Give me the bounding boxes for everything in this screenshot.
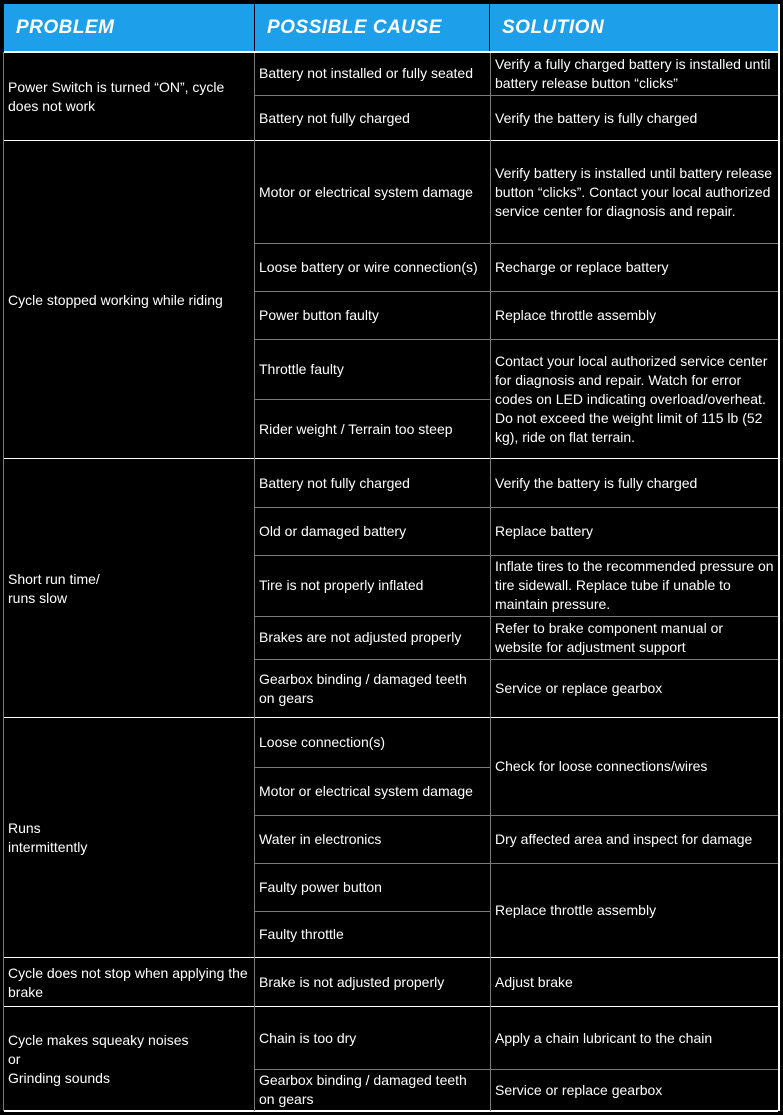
row-divider <box>254 616 490 617</box>
row-divider <box>254 243 490 244</box>
column-divider <box>254 52 255 1111</box>
solution-cell <box>491 507 778 555</box>
solution-cell <box>491 1007 778 1069</box>
row-divider <box>490 243 778 244</box>
cause-cell <box>255 52 490 95</box>
solution-cell-text: Recharge or replace battery <box>495 258 669 275</box>
row-divider <box>254 291 490 292</box>
solution-cell-text: Verify the battery is fully charged <box>495 474 698 491</box>
solution-cell-text: Check for loose connections/wires <box>495 758 708 774</box>
row-divider <box>490 339 778 340</box>
row-divider <box>254 815 490 816</box>
problem-cell-text: Short run time/ runs slow <box>8 570 100 606</box>
column-divider <box>490 52 491 1111</box>
header-divider <box>4 51 778 53</box>
cause-cell-text: Battery not installed or fully seated <box>259 65 474 81</box>
cause-cell-text: Rider weight / Terrain too steep <box>259 420 453 437</box>
row-divider <box>254 659 490 660</box>
cause-cell-text: Tire is not properly inflated <box>259 577 424 593</box>
header-possible-cause: POSSIBLE CAUSE <box>255 4 489 52</box>
cause-cell-text: Loose connection(s) <box>259 734 386 750</box>
row-divider <box>254 555 490 556</box>
cause-cell-text: Loose battery or wire connection(s) <box>259 258 478 275</box>
cause-cell <box>255 718 490 767</box>
solution-cell <box>491 52 778 95</box>
cause-cell <box>255 507 490 555</box>
solution-cell <box>491 141 778 243</box>
cause-cell <box>255 863 490 911</box>
row-divider <box>254 399 490 400</box>
solution-cell-text: Inflate tires to the recommended pressure on tire sidewall. Replace tube if unable to maintain pressure. <box>495 558 774 612</box>
cause-cell <box>255 141 490 243</box>
cause-cell-text: Faulty power button <box>259 878 382 895</box>
solution-cell-text: Verify the battery is fully charged <box>495 109 698 126</box>
cause-cell-text: Gearbox binding / damaged teeth on gears <box>259 1072 467 1107</box>
cause-cell <box>255 339 490 399</box>
solution-cell <box>491 1069 778 1111</box>
solution-cell-text: Apply a chain lubricant to the chain <box>495 1029 713 1046</box>
group-divider <box>4 1110 778 1112</box>
cause-cell-text: Brakes are not adjusted properly <box>259 629 462 645</box>
row-divider <box>490 507 778 508</box>
solution-cell <box>491 291 778 339</box>
problem-cell <box>4 958 254 1007</box>
solution-cell-text: Refer to brake component manual or website for adjustment support <box>495 619 724 655</box>
cause-cell-text: Chain is too dry <box>259 1029 357 1046</box>
header-solution: SOLUTION <box>490 4 778 52</box>
cause-cell <box>255 555 490 616</box>
solution-cell <box>491 95 778 141</box>
problem-cell-text: Runs intermittently <box>8 820 88 855</box>
row-divider <box>254 1069 490 1070</box>
problem-cell <box>4 141 254 459</box>
row-divider <box>490 1069 778 1070</box>
solution-cell <box>491 958 778 1007</box>
row-divider <box>490 863 778 864</box>
row-divider <box>254 767 490 768</box>
problem-cell <box>4 52 254 141</box>
solution-cell-text: Verify a fully charged battery is installed until battery release button “clicks” <box>495 55 771 91</box>
solution-cell <box>491 243 778 291</box>
problem-cell <box>4 718 254 958</box>
cause-cell-text: Old or damaged battery <box>259 522 407 539</box>
solution-cell-text: Replace throttle assembly <box>495 306 657 323</box>
row-divider <box>254 863 490 864</box>
cause-cell <box>255 399 490 459</box>
cause-cell-text: Battery not fully charged <box>259 109 410 126</box>
solution-cell <box>491 815 778 863</box>
solution-cell-text: Service or replace gearbox <box>495 680 663 696</box>
cause-cell <box>255 911 490 958</box>
row-divider <box>490 291 778 292</box>
problem-cell-text: Cycle stopped working while riding <box>8 291 223 308</box>
solution-cell <box>491 616 778 659</box>
header-problem: PROBLEM <box>4 4 254 52</box>
cause-cell-text: Gearbox binding / damaged teeth on gears <box>259 670 467 706</box>
row-divider <box>254 339 490 340</box>
solution-cell <box>491 659 778 718</box>
solution-cell <box>491 718 778 815</box>
cause-cell-text: Water in electronics <box>259 830 382 847</box>
cause-cell-text: Motor or electrical system damage <box>259 183 473 200</box>
row-divider <box>490 815 778 816</box>
problem-cell <box>4 1007 254 1111</box>
cause-cell <box>255 616 490 659</box>
cause-cell <box>255 958 490 1007</box>
cause-cell <box>255 459 490 507</box>
cause-cell-text: Motor or electrical system damage <box>259 782 473 799</box>
cause-cell <box>255 659 490 718</box>
cause-cell-text: Faulty throttle <box>259 926 344 942</box>
row-divider <box>490 555 778 556</box>
solution-cell-text: Dry affected area and inspect for damage <box>495 830 753 847</box>
cause-cell <box>255 95 490 141</box>
row-divider <box>254 507 490 508</box>
row-divider <box>490 659 778 660</box>
row-divider <box>490 95 778 96</box>
cause-cell-text: Brake is not adjusted properly <box>259 974 445 990</box>
solution-cell-text: Replace battery <box>495 522 594 539</box>
solution-cell <box>491 863 778 958</box>
table-border-right <box>778 4 780 1111</box>
cause-cell <box>255 291 490 339</box>
row-divider <box>490 616 778 617</box>
cause-cell <box>255 1069 490 1111</box>
cause-cell-text: Battery not fully charged <box>259 474 410 491</box>
solution-cell <box>491 555 778 616</box>
solution-cell-text: Service or replace gearbox <box>495 1081 663 1098</box>
cause-cell <box>255 767 490 815</box>
problem-cell-text: Power Switch is turned “ON”, cycle does not work <box>8 78 225 114</box>
cause-cell <box>255 243 490 291</box>
solution-cell <box>491 339 778 459</box>
cause-cell-text: Throttle faulty <box>259 360 344 377</box>
problem-cell <box>4 459 254 718</box>
solution-cell <box>491 459 778 507</box>
cause-cell-text: Power button faulty <box>259 306 379 323</box>
problem-cell-text: Cycle makes squeaky noises or Grinding sounds <box>8 1031 189 1086</box>
row-divider <box>254 911 490 912</box>
cause-cell <box>255 1007 490 1069</box>
problem-cell-text: Cycle does not stop when applying the brake <box>8 964 248 1000</box>
row-divider <box>254 95 490 96</box>
solution-cell-text: Verify battery is installed until battery release button “clicks”. Contact your local authorized service center for diagnosis and repair. <box>495 164 773 219</box>
solution-cell-text: Contact your local authorized service center for diagnosis and repair. Watch for error codes on LED indicating overload/overheat. Do not exceed the weight limit of 115 lb (52 kg), ride on flat terrain. <box>495 352 768 445</box>
table-border-left <box>3 52 4 1111</box>
solution-cell-text: Adjust brake <box>495 974 573 990</box>
solution-cell-text: Replace throttle assembly <box>495 902 657 918</box>
cause-cell <box>255 815 490 863</box>
